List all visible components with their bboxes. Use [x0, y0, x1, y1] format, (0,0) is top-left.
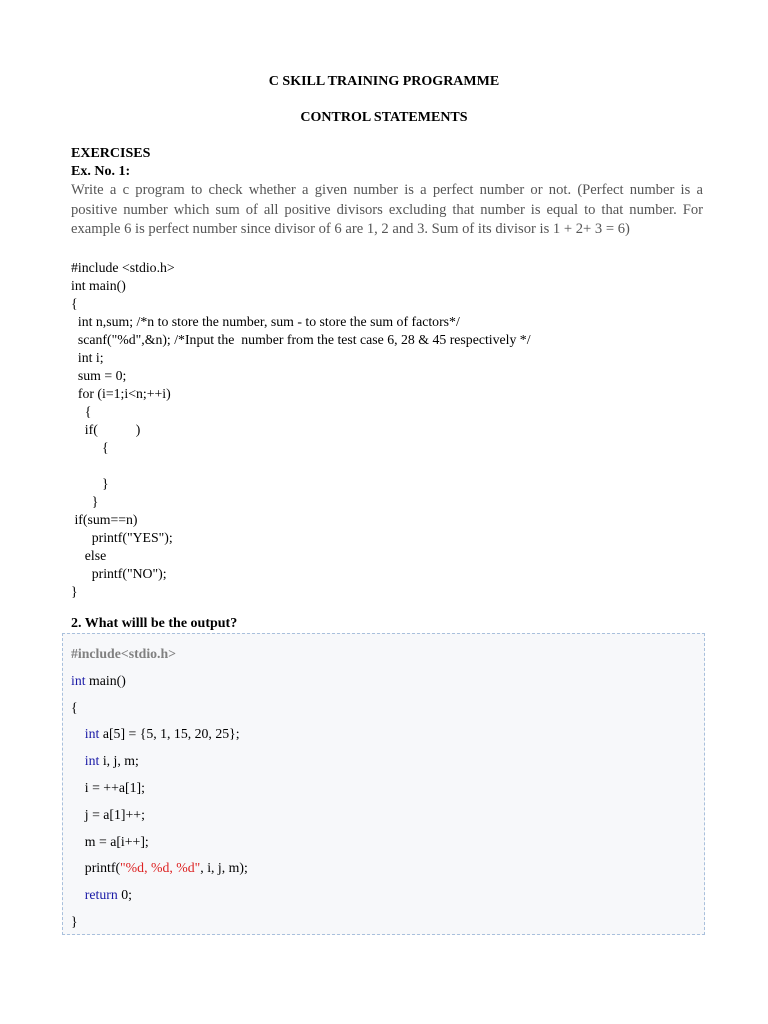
code-text: main(): [85, 672, 126, 688]
code-line-7: j = a[1]++;: [84, 806, 145, 822]
document-title: C SKILL TRAINING PROGRAMME: [268, 74, 500, 89]
code-text: printf(: [84, 860, 121, 876]
code-line-8: m = a[i++];: [84, 833, 149, 849]
code-keyword: int: [84, 726, 100, 742]
document-subtitle: CONTROL STATEMENTS: [300, 110, 468, 125]
code-text: i, j, m;: [99, 753, 139, 769]
question-2-heading: 2. What willl be the output?: [71, 616, 238, 631]
code-keyword: int: [71, 672, 86, 688]
code-text: 0;: [117, 887, 132, 903]
code-string: "%d, %d, %d": [120, 860, 201, 876]
code-block-1: #include <stdio.h> int main() { int n,sum; /*n to store the number, sum - to store the sum of factors*/ scanf("%d",&n); /*Input the number from the test case 6, 28 & 45 respectively */ int i; sum = 0; for (i=1;i<n;++i) { if( ) { } } if(sum==n) printf("YES"); else printf("NO"); }: [71, 260, 531, 599]
exercise-label: Ex. No. 1:: [71, 164, 131, 179]
code-line-1: #include<stdio.h>: [71, 646, 177, 661]
code-line-11: }: [71, 913, 78, 929]
code-line-6: i = ++a[1];: [84, 779, 145, 795]
code-block-2-content: [71, 641, 248, 936]
code-keyword: return: [84, 887, 118, 903]
code-keyword: int: [84, 753, 100, 769]
question-text: Write a c program to check whether a given number is a perfect number or not. (Perfect number is a positive number which sum of all positive divisors excluding that number is equal to that number. For example 6 is perfect number since divisor of 6 are 1, 2 and 3. Sum of its divisor is 1 + 2+ 3 = 6): [71, 182, 703, 237]
section-heading: EXERCISES: [71, 146, 151, 161]
code-text: a[5] = {5, 1, 15, 20, 25};: [99, 726, 240, 742]
code-text: , i, j, m);: [200, 860, 248, 876]
code-line-3: {: [71, 699, 78, 715]
code-block-2: [62, 633, 705, 935]
